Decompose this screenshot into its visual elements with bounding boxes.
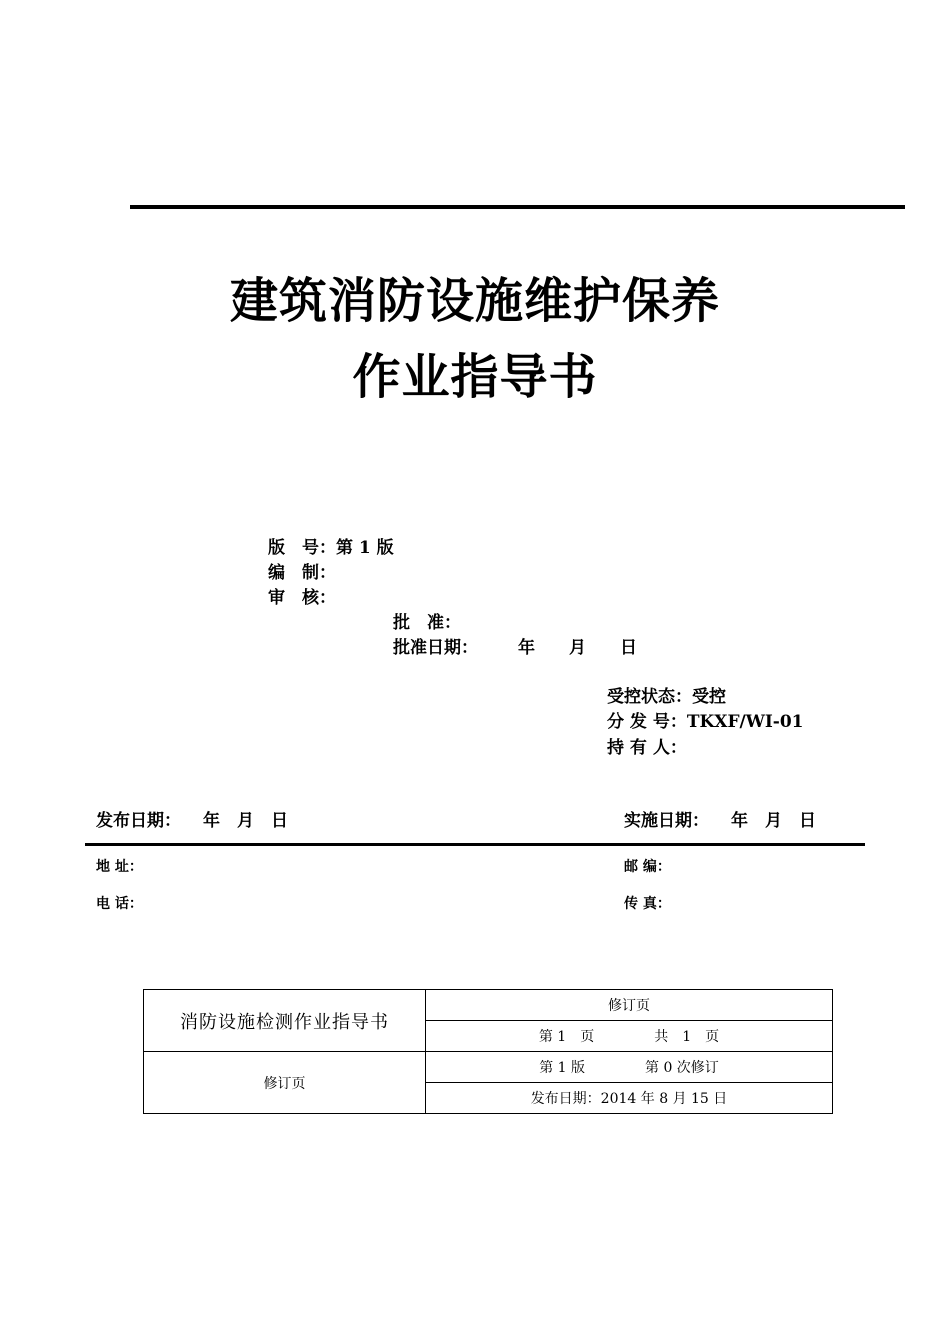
postcode-label: 邮 编： [624,859,671,875]
edition: 第 1 版 [539,1060,585,1076]
divider-rule [85,843,865,846]
control-status: 受控状态：受控 [607,687,726,707]
dist-no-value: TKXF/WI-01 [686,712,804,732]
revision-page-header: 修订页 [426,990,833,1021]
doc-title-line2: 作业指导书 [352,349,598,405]
version-label: 版 号： [268,538,336,558]
implement-date-value: 年 月 日 [731,811,816,831]
approver-label: 批 准： [393,613,461,633]
doc-title-line1: 建筑消防设施维护保养 [229,273,720,329]
holder-label: 持 有 人： [607,738,687,758]
version-row [268,533,394,558]
editor-label: 编 制： [268,563,336,583]
approve-date-value: 年 月 日 [518,638,637,658]
fax-label: 传 真： [624,896,671,912]
publish-date-row [96,806,288,831]
address-label: 地 址： [96,859,143,875]
revision-count: 第 0 次修订 [645,1060,719,1076]
edition-cell [426,1052,833,1083]
revision-left-label: 修订页 [144,1052,426,1114]
dist-no-label: 分 发 号： [607,712,687,732]
implement-date-label: 实施日期： [624,811,709,831]
page-total: 共 1 页 [654,1029,720,1045]
reviewer-label: 审 核： [268,588,336,608]
approve-date-label: 批准日期： [393,638,478,658]
revision-doc-name: 消防设施检测作业指导书 [144,990,426,1052]
version-value: 第 1 版 [336,538,394,558]
dist-no-row [607,707,804,732]
header-rule [130,205,905,209]
page-no: 第 1 页 [538,1029,595,1045]
phone-label: 电 话： [96,896,143,912]
revision-publish-date: 发布日期：2014 年 8 月 15 日 [426,1083,833,1114]
page-info-cell [426,1021,833,1052]
publish-date-value: 年 月 日 [203,811,288,831]
implement-date-row [624,806,816,831]
publish-date-label: 发布日期： [96,811,181,831]
revision-table [143,989,833,1114]
approve-date-row [393,633,637,658]
